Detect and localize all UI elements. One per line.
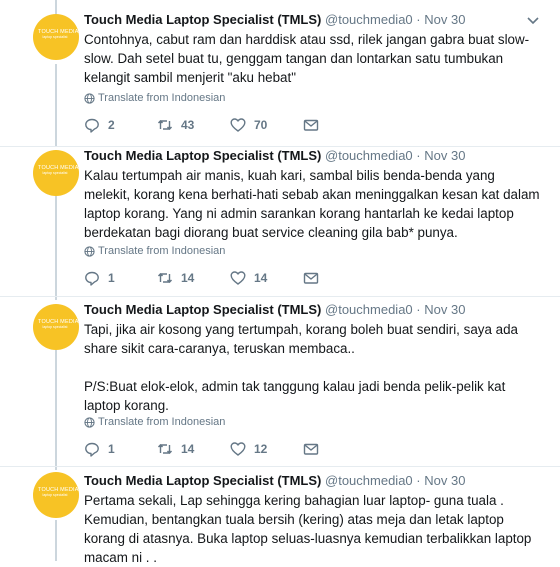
action-bar <box>84 269 344 287</box>
user-handle[interactable]: @touchmedia0 <box>325 12 413 27</box>
avatar-logo: TOUCH MEDIA laptop specialist <box>38 29 79 39</box>
like-button[interactable] <box>230 116 267 134</box>
reply-count: 1 <box>108 271 115 285</box>
tweet-text: Pertama sekali, Lap sehingga kering bahagian luar laptop- guna tuala . Kemudian, bentangkan tuala bersih (kering) atas meja dan letak laptop korang di atasnya. Buka laptop seluas-luasnya kemudian terbalikkan laptop macam ni . . <box>84 493 532 565</box>
heart-icon <box>230 117 246 133</box>
globe-icon <box>84 417 95 428</box>
direct-message-button[interactable] <box>303 269 319 287</box>
retweet-button[interactable] <box>157 440 194 458</box>
tweet-text: Contohnya, cabut ram dan harddisk atau ssd, rilek jangan gabra buat slow-slow. Dah setel buat tu, genggam tangan dan lontarkan satu tumbukan kelangit sambil menjerit "aku hebat" <box>84 32 530 85</box>
tweet-date[interactable]: Nov 30 <box>424 302 466 317</box>
translate-label: Translate from Indonesian <box>98 245 226 257</box>
display-name[interactable]: Touch Media Laptop Specialist (TMLS) <box>84 148 322 163</box>
action-bar <box>84 116 344 134</box>
like-count: 14 <box>254 271 268 285</box>
translate-label: Translate from Indonesian <box>98 416 226 428</box>
avatar-logo: TOUCH MEDIA laptop specialist <box>38 319 79 329</box>
avatar[interactable] <box>33 472 79 518</box>
action-bar <box>84 440 344 458</box>
avatar[interactable] <box>33 304 79 350</box>
reply-button[interactable] <box>84 116 115 134</box>
globe-icon <box>84 93 95 104</box>
user-handle[interactable]: @touchmedia0 <box>325 302 413 317</box>
direct-message-button[interactable] <box>303 440 319 458</box>
envelope-icon <box>303 117 319 133</box>
envelope-icon <box>303 441 319 457</box>
translate-link[interactable] <box>84 415 225 429</box>
reply-icon <box>84 441 100 457</box>
retweet-count: 14 <box>181 271 195 285</box>
tweet-text: Kalau tertumpah air manis, kuah kari, sambal bilis benda-benda yang melekit, korang kena berhati-hati sebab akan meninggalkan kesan kat dalam laptop korang. Yang ni admin sarankan korang hantarlah ke kedai laptop berdekatan bagi diorang buat service cleaning gila bab* punya. <box>84 168 540 240</box>
reply-count: 2 <box>108 118 115 132</box>
separator-dot: · <box>416 12 421 27</box>
user-handle[interactable]: @touchmedia0 <box>325 473 413 488</box>
reply-count: 1 <box>108 442 115 456</box>
tweet-text: Tapi, jika air kosong yang tertumpah, korang boleh buat sendiri, saya ada share sikit cara-caranya, teruskan membaca.. P/S:Buat elok-elok, admin tak tanggung kalau jadi benda pelik-pelik kat laptop korang. <box>84 322 518 413</box>
tweet-header <box>84 302 465 318</box>
translate-label: Translate from Indonesian <box>98 92 226 104</box>
avatar-logo: TOUCH MEDIA laptop specialist <box>38 487 79 497</box>
display-name[interactable]: Touch Media Laptop Specialist (TMLS) <box>84 12 322 27</box>
reply-button[interactable] <box>84 440 115 458</box>
like-count: 70 <box>254 118 268 132</box>
chevron-down-icon[interactable] <box>527 16 539 26</box>
tweet-date[interactable]: Nov 30 <box>424 473 466 488</box>
tweet-header <box>84 148 465 164</box>
separator-dot: · <box>416 302 421 317</box>
tweet[interactable] <box>0 0 560 146</box>
like-count: 12 <box>254 442 268 456</box>
divider <box>0 296 560 297</box>
retweet-button[interactable] <box>157 269 194 287</box>
retweet-icon <box>157 441 173 457</box>
display-name[interactable]: Touch Media Laptop Specialist (TMLS) <box>84 473 322 488</box>
envelope-icon <box>303 270 319 286</box>
tweet[interactable] <box>0 300 560 466</box>
retweet-count: 43 <box>181 118 195 132</box>
tweet-date[interactable]: Nov 30 <box>424 148 466 163</box>
heart-icon <box>230 441 246 457</box>
avatar[interactable] <box>33 14 79 60</box>
retweet-icon <box>157 117 173 133</box>
like-button[interactable] <box>230 440 267 458</box>
retweet-count: 14 <box>181 442 195 456</box>
reply-icon <box>84 270 100 286</box>
separator-dot: · <box>416 473 421 488</box>
tweet-header <box>84 12 465 28</box>
translate-link[interactable] <box>84 244 225 258</box>
globe-icon <box>84 246 95 257</box>
separator-dot: · <box>416 148 421 163</box>
direct-message-button[interactable] <box>303 116 319 134</box>
tweet[interactable] <box>0 147 560 300</box>
reply-button[interactable] <box>84 269 115 287</box>
tweet-header <box>84 473 465 489</box>
heart-icon <box>230 270 246 286</box>
reply-icon <box>84 117 100 133</box>
like-button[interactable] <box>230 269 267 287</box>
translate-link[interactable] <box>84 91 225 105</box>
avatar-logo: TOUCH MEDIA laptop specialist <box>38 165 79 175</box>
display-name[interactable]: Touch Media Laptop Specialist (TMLS) <box>84 302 322 317</box>
avatar[interactable] <box>33 150 79 196</box>
retweet-button[interactable] <box>157 116 194 134</box>
tweet[interactable] <box>0 467 560 565</box>
user-handle[interactable]: @touchmedia0 <box>325 148 413 163</box>
tweet-date[interactable]: Nov 30 <box>424 12 466 27</box>
retweet-icon <box>157 270 173 286</box>
